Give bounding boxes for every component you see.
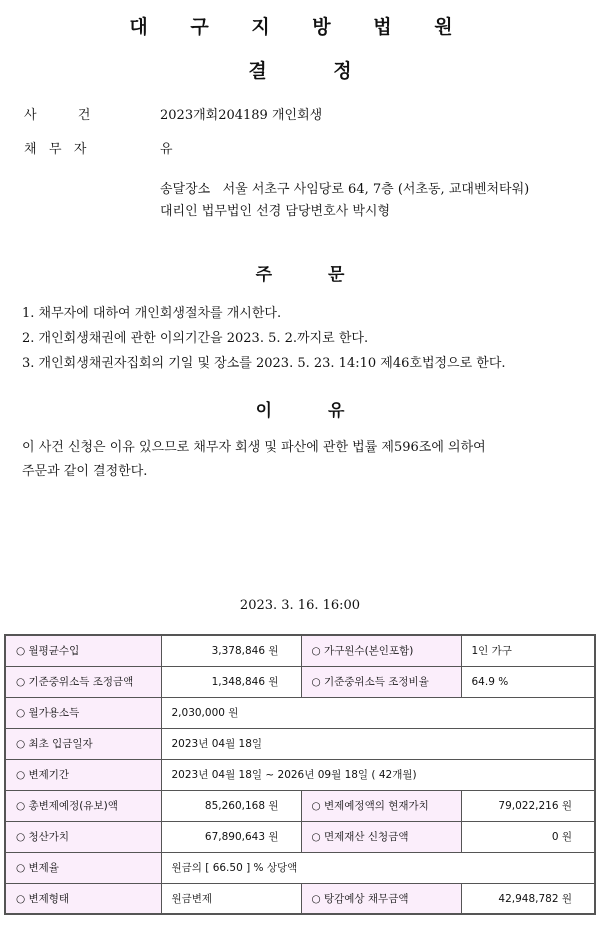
field-label: ○ 최초 입금일자	[5, 728, 161, 759]
debtor-value: 유	[160, 142, 173, 157]
field-value: 67,890,643 원	[161, 821, 301, 852]
table-row	[5, 759, 595, 790]
field-label: ○ 면제재산 신청금액	[301, 821, 461, 852]
field-label: ○ 기준중위소득 조정금액	[5, 666, 161, 697]
field-value: 원금변제	[161, 883, 301, 914]
field-label: ○ 월평균수입	[5, 635, 161, 666]
debtor-label: 채 무 자	[24, 142, 87, 157]
legal-agent: 대리인 법무법인 선경 담당변호사 박시형	[160, 204, 391, 219]
order-item: 2. 개인회생채권에 관한 이의기간을 2023. 5. 2.까지로 한다.	[22, 331, 369, 346]
reason-text: 이 사건 신청은 이유 있으므로 채무자 회생 및 파산에 관한 법률 제596조에 의하여	[22, 440, 486, 455]
field-label: ○ 변제기간	[5, 759, 161, 790]
field-value: 3,378,846 원	[161, 635, 301, 666]
table-row	[5, 666, 595, 697]
table-row	[5, 697, 595, 728]
field-value: 2,030,000 원	[161, 697, 595, 728]
field-value: 64.9 %	[461, 666, 595, 697]
order-item: 1. 채무자에 대하여 개인회생절차를 개시한다.	[22, 306, 282, 321]
table-row	[5, 728, 595, 759]
case-value: 2023개회204189 개인회생	[160, 108, 323, 123]
service-address: 송달장소 서울 서초구 사임당로 64, 7층 (서초동, 교대벤처타워)	[160, 182, 530, 197]
field-label: ○ 총변제예정(유보)액	[5, 790, 161, 821]
case-label: 사 건	[24, 108, 91, 123]
repayment-summary-table	[4, 634, 596, 915]
field-value: 42,948,782 원	[461, 883, 595, 914]
field-label: ○ 기준중위소득 조정비율	[301, 666, 461, 697]
table-row	[5, 883, 595, 914]
field-label: ○ 가구원수(본인포함)	[301, 635, 461, 666]
field-value: 2023년 04월 18일	[161, 728, 595, 759]
order-item: 3. 개인회생채권자집회의 기일 및 장소를 2023. 5. 23. 14:10 제46호법정으로 한다.	[22, 356, 506, 371]
table-row	[5, 790, 595, 821]
decision-date: 2023. 3. 16. 16:00	[239, 598, 361, 613]
order-heading: 주 문	[255, 265, 345, 285]
field-value: 2023년 04월 18일 ~ 2026년 09월 18일 ( 42개월)	[161, 759, 595, 790]
table-row	[5, 635, 595, 666]
table-row	[5, 852, 595, 883]
field-label: ○ 변제예정액의 현재가치	[301, 790, 461, 821]
table-row	[5, 821, 595, 852]
field-value: 0 원	[461, 821, 595, 852]
field-label: ○ 탕감예상 채무금액	[301, 883, 461, 914]
field-label: ○ 월가용소득	[5, 697, 161, 728]
field-label: ○ 변제율	[5, 852, 161, 883]
field-value: 79,022,216 원	[461, 790, 595, 821]
field-value: 85,260,168 원	[161, 790, 301, 821]
reason-text: 주문과 같이 결정한다.	[22, 464, 148, 479]
court-name: 대 구 지 방 법 원	[129, 16, 471, 38]
field-value: 원금의 [ 66.50 ] % 상당액	[161, 852, 595, 883]
field-label: ○ 청산가치	[5, 821, 161, 852]
field-label: ○ 변제형태	[5, 883, 161, 914]
field-value: 1인 가구	[461, 635, 595, 666]
document-title: 결 정	[248, 60, 352, 82]
field-value: 1,348,846 원	[161, 666, 301, 697]
reason-heading: 이 유	[255, 401, 345, 421]
